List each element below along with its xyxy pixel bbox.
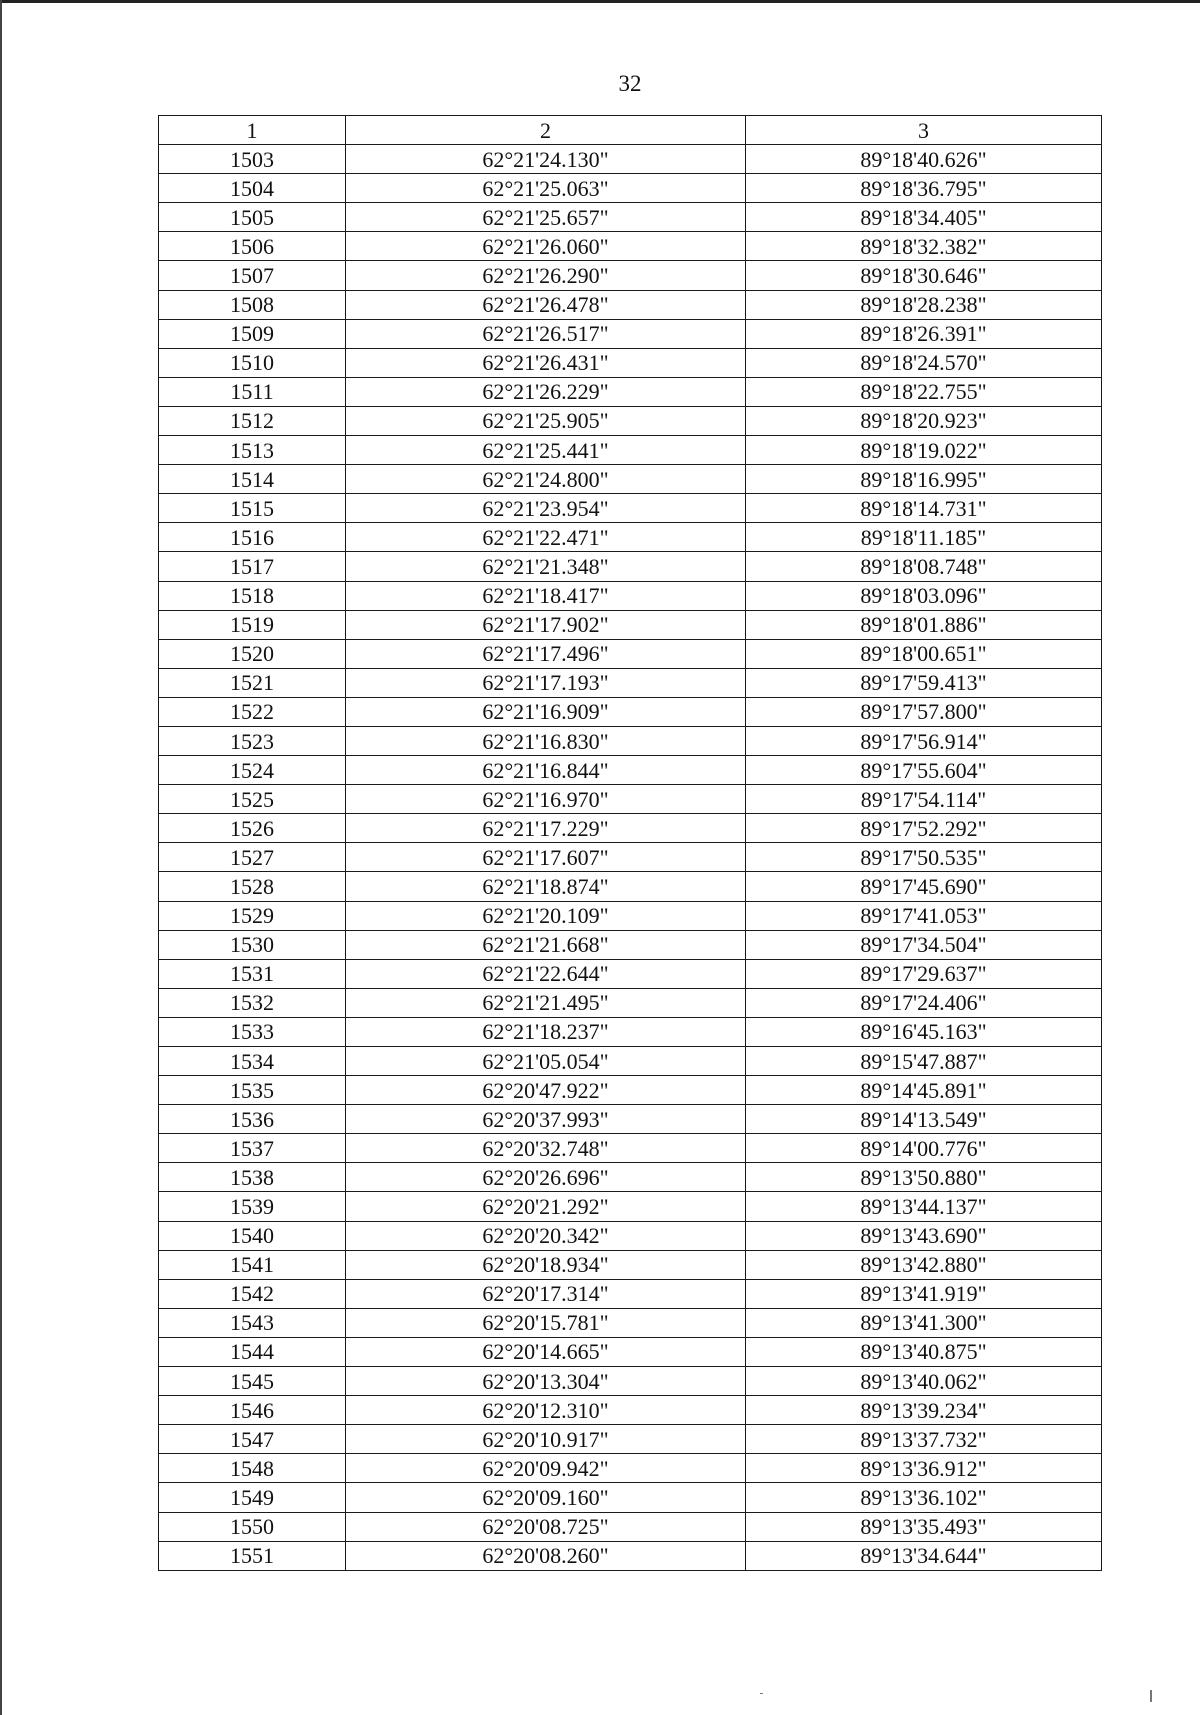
header-row <box>159 116 1102 145</box>
latitude-cell: 62°21'18.417" <box>346 581 746 610</box>
latitude-cell: 62°21'26.478" <box>346 290 746 319</box>
longitude-cell: 89°17'57.800" <box>746 697 1102 726</box>
latitude-cell: 62°21'20.109" <box>346 901 746 930</box>
point-number-cell: 1514 <box>159 465 346 494</box>
point-number-cell: 1548 <box>159 1454 346 1483</box>
latitude-cell: 62°21'26.431" <box>346 348 746 377</box>
longitude-cell: 89°13'34.644" <box>746 1541 1102 1570</box>
point-number-cell: 1550 <box>159 1512 346 1541</box>
point-number-cell: 1506 <box>159 232 346 261</box>
point-number-cell: 1536 <box>159 1105 346 1134</box>
point-number-cell: 1546 <box>159 1396 346 1425</box>
longitude-cell: 89°14'13.549" <box>746 1105 1102 1134</box>
scan-border-left <box>0 0 2 1715</box>
table-body <box>159 145 1102 1571</box>
longitude-cell: 89°13'39.234" <box>746 1396 1102 1425</box>
longitude-cell: 89°16'45.163" <box>746 1017 1102 1046</box>
latitude-cell: 62°20'32.748" <box>346 1134 746 1163</box>
point-number-cell: 1520 <box>159 639 346 668</box>
longitude-cell: 89°13'36.102" <box>746 1483 1102 1512</box>
table-row <box>159 552 1102 581</box>
longitude-cell: 89°17'55.604" <box>746 756 1102 785</box>
table-row <box>159 203 1102 232</box>
point-number-cell: 1522 <box>159 697 346 726</box>
table-row <box>159 406 1102 435</box>
longitude-cell: 89°17'29.637" <box>746 959 1102 988</box>
longitude-cell: 89°17'41.053" <box>746 901 1102 930</box>
latitude-cell: 62°21'25.905" <box>346 406 746 435</box>
longitude-cell: 89°17'54.114" <box>746 785 1102 814</box>
latitude-cell: 62°20'15.781" <box>346 1308 746 1337</box>
point-number-cell: 1541 <box>159 1250 346 1279</box>
point-number-cell: 1535 <box>159 1076 346 1105</box>
longitude-cell: 89°18'00.651" <box>746 639 1102 668</box>
table-row <box>159 1192 1102 1221</box>
table-row <box>159 610 1102 639</box>
longitude-cell: 89°18'08.748" <box>746 552 1102 581</box>
table-row <box>159 494 1102 523</box>
latitude-cell: 62°21'26.517" <box>346 319 746 348</box>
table-row <box>159 1512 1102 1541</box>
point-number-cell: 1532 <box>159 988 346 1017</box>
table-row <box>159 668 1102 697</box>
longitude-cell: 89°18'30.646" <box>746 261 1102 290</box>
longitude-cell: 89°13'41.919" <box>746 1279 1102 1308</box>
table-row <box>159 756 1102 785</box>
latitude-cell: 62°21'25.657" <box>346 203 746 232</box>
longitude-cell: 89°13'40.875" <box>746 1337 1102 1366</box>
table-row <box>159 901 1102 930</box>
table-row <box>159 785 1102 814</box>
point-number-cell: 1525 <box>159 785 346 814</box>
longitude-cell: 89°13'44.137" <box>746 1192 1102 1221</box>
latitude-cell: 62°21'21.668" <box>346 930 746 959</box>
point-number-cell: 1542 <box>159 1279 346 1308</box>
point-number-cell: 1531 <box>159 959 346 988</box>
point-number-cell: 1516 <box>159 523 346 552</box>
latitude-cell: 62°21'22.644" <box>346 959 746 988</box>
latitude-cell: 62°21'21.348" <box>346 552 746 581</box>
latitude-cell: 62°21'17.607" <box>346 843 746 872</box>
point-number-cell: 1517 <box>159 552 346 581</box>
latitude-cell: 62°20'08.725" <box>346 1512 746 1541</box>
longitude-cell: 89°18'03.096" <box>746 581 1102 610</box>
table-row <box>159 348 1102 377</box>
point-number-cell: 1539 <box>159 1192 346 1221</box>
table-row <box>159 465 1102 494</box>
latitude-cell: 62°20'17.314" <box>346 1279 746 1308</box>
longitude-cell: 89°15'47.887" <box>746 1047 1102 1076</box>
latitude-cell: 62°21'26.060" <box>346 232 746 261</box>
latitude-cell: 62°20'13.304" <box>346 1367 746 1396</box>
point-number-cell: 1549 <box>159 1483 346 1512</box>
point-number-cell: 1529 <box>159 901 346 930</box>
scan-speck <box>760 1693 763 1694</box>
table-row <box>159 145 1102 174</box>
latitude-cell: 62°21'16.970" <box>346 785 746 814</box>
table-row <box>159 1541 1102 1570</box>
latitude-cell: 62°20'21.292" <box>346 1192 746 1221</box>
latitude-cell: 62°21'05.054" <box>346 1047 746 1076</box>
table-row <box>159 261 1102 290</box>
longitude-cell: 89°13'50.880" <box>746 1163 1102 1192</box>
table-row <box>159 1221 1102 1250</box>
longitude-cell: 89°18'14.731" <box>746 494 1102 523</box>
table-row <box>159 1483 1102 1512</box>
latitude-cell: 62°21'24.130" <box>346 145 746 174</box>
latitude-cell: 62°21'16.830" <box>346 726 746 755</box>
longitude-cell: 89°14'00.776" <box>746 1134 1102 1163</box>
point-number-cell: 1521 <box>159 668 346 697</box>
table-row <box>159 930 1102 959</box>
latitude-cell: 62°20'09.160" <box>346 1483 746 1512</box>
point-number-cell: 1510 <box>159 348 346 377</box>
point-number-cell: 1511 <box>159 377 346 406</box>
longitude-cell: 89°14'45.891" <box>746 1076 1102 1105</box>
latitude-cell: 62°21'16.844" <box>346 756 746 785</box>
latitude-cell: 62°20'08.260" <box>346 1541 746 1570</box>
table-row <box>159 1047 1102 1076</box>
point-number-cell: 1526 <box>159 814 346 843</box>
point-number-cell: 1537 <box>159 1134 346 1163</box>
latitude-cell: 62°21'25.441" <box>346 436 746 465</box>
longitude-cell: 89°13'43.690" <box>746 1221 1102 1250</box>
page-number: 32 <box>618 71 642 96</box>
latitude-cell: 62°21'25.063" <box>346 174 746 203</box>
table-row <box>159 959 1102 988</box>
table-row <box>159 814 1102 843</box>
latitude-cell: 62°20'09.942" <box>346 1454 746 1483</box>
longitude-cell: 89°13'35.493" <box>746 1512 1102 1541</box>
point-number-cell: 1523 <box>159 726 346 755</box>
point-number-cell: 1538 <box>159 1163 346 1192</box>
table-row <box>159 581 1102 610</box>
table-row <box>159 726 1102 755</box>
table-row <box>159 232 1102 261</box>
longitude-cell: 89°18'26.391" <box>746 319 1102 348</box>
latitude-cell: 62°21'24.800" <box>346 465 746 494</box>
longitude-cell: 89°17'24.406" <box>746 988 1102 1017</box>
table-row <box>159 523 1102 552</box>
point-number-cell: 1504 <box>159 174 346 203</box>
latitude-cell: 62°21'16.909" <box>346 697 746 726</box>
latitude-cell: 62°21'26.229" <box>346 377 746 406</box>
longitude-cell: 89°18'34.405" <box>746 203 1102 232</box>
latitude-cell: 62°21'26.290" <box>346 261 746 290</box>
latitude-cell: 62°20'37.993" <box>346 1105 746 1134</box>
table-row <box>159 697 1102 726</box>
latitude-cell: 62°20'47.922" <box>346 1076 746 1105</box>
longitude-cell: 89°17'45.690" <box>746 872 1102 901</box>
table-row <box>159 377 1102 406</box>
latitude-cell: 62°21'17.229" <box>346 814 746 843</box>
longitude-cell: 89°18'11.185" <box>746 523 1102 552</box>
longitude-cell: 89°13'37.732" <box>746 1425 1102 1454</box>
point-number-cell: 1515 <box>159 494 346 523</box>
point-number-cell: 1544 <box>159 1337 346 1366</box>
point-number-cell: 1519 <box>159 610 346 639</box>
coordinates-table <box>158 115 1102 1571</box>
point-number-cell: 1512 <box>159 406 346 435</box>
table-row <box>159 872 1102 901</box>
longitude-cell: 89°18'40.626" <box>746 145 1102 174</box>
longitude-cell: 89°18'16.995" <box>746 465 1102 494</box>
table-row <box>159 1076 1102 1105</box>
latitude-cell: 62°20'10.917" <box>346 1425 746 1454</box>
longitude-cell: 89°13'42.880" <box>746 1250 1102 1279</box>
table-row <box>159 843 1102 872</box>
point-number-cell: 1540 <box>159 1221 346 1250</box>
table-row <box>159 1425 1102 1454</box>
latitude-cell: 62°21'18.874" <box>346 872 746 901</box>
table-header <box>159 116 1102 145</box>
latitude-cell: 62°21'17.496" <box>346 639 746 668</box>
point-number-cell: 1507 <box>159 261 346 290</box>
table-row <box>159 1396 1102 1425</box>
table-row <box>159 436 1102 465</box>
longitude-cell: 89°18'22.755" <box>746 377 1102 406</box>
latitude-cell: 62°20'20.342" <box>346 1221 746 1250</box>
longitude-cell: 89°18'36.795" <box>746 174 1102 203</box>
point-number-cell: 1533 <box>159 1017 346 1046</box>
table-row <box>159 319 1102 348</box>
table-row <box>159 1134 1102 1163</box>
table-row <box>159 1279 1102 1308</box>
latitude-cell: 62°21'21.495" <box>346 988 746 1017</box>
latitude-cell: 62°21'17.193" <box>346 668 746 697</box>
longitude-cell: 89°17'56.914" <box>746 726 1102 755</box>
longitude-cell: 89°13'36.912" <box>746 1454 1102 1483</box>
longitude-cell: 89°17'34.504" <box>746 930 1102 959</box>
point-number-cell: 1551 <box>159 1541 346 1570</box>
point-number-cell: 1513 <box>159 436 346 465</box>
table-row <box>159 1105 1102 1134</box>
point-number-cell: 1524 <box>159 756 346 785</box>
point-number-cell: 1534 <box>159 1047 346 1076</box>
point-number-cell: 1543 <box>159 1308 346 1337</box>
scan-speck <box>1150 1690 1152 1702</box>
table-row <box>159 174 1102 203</box>
longitude-cell: 89°17'59.413" <box>746 668 1102 697</box>
header-cell-latitude: 2 <box>346 116 746 145</box>
longitude-cell: 89°18'20.923" <box>746 406 1102 435</box>
longitude-cell: 89°13'41.300" <box>746 1308 1102 1337</box>
latitude-cell: 62°20'18.934" <box>346 1250 746 1279</box>
table-row <box>159 1337 1102 1366</box>
point-number-cell: 1527 <box>159 843 346 872</box>
longitude-cell: 89°18'01.886" <box>746 610 1102 639</box>
latitude-cell: 62°20'26.696" <box>346 1163 746 1192</box>
latitude-cell: 62°20'14.665" <box>346 1337 746 1366</box>
header-cell-point-number: 1 <box>159 116 346 145</box>
longitude-cell: 89°17'52.292" <box>746 814 1102 843</box>
longitude-cell: 89°18'24.570" <box>746 348 1102 377</box>
latitude-cell: 62°21'18.237" <box>346 1017 746 1046</box>
header-cell-longitude: 3 <box>746 116 1102 145</box>
point-number-cell: 1518 <box>159 581 346 610</box>
longitude-cell: 89°17'50.535" <box>746 843 1102 872</box>
latitude-cell: 62°21'23.954" <box>346 494 746 523</box>
point-number-cell: 1509 <box>159 319 346 348</box>
longitude-cell: 89°18'32.382" <box>746 232 1102 261</box>
table-row <box>159 1308 1102 1337</box>
table-row <box>159 1367 1102 1396</box>
table-row <box>159 988 1102 1017</box>
table-row <box>159 1163 1102 1192</box>
point-number-cell: 1547 <box>159 1425 346 1454</box>
table-row <box>159 1454 1102 1483</box>
longitude-cell: 89°13'40.062" <box>746 1367 1102 1396</box>
point-number-cell: 1503 <box>159 145 346 174</box>
table-row <box>159 1250 1102 1279</box>
table-row <box>159 290 1102 319</box>
point-number-cell: 1545 <box>159 1367 346 1396</box>
point-number-cell: 1505 <box>159 203 346 232</box>
point-number-cell: 1508 <box>159 290 346 319</box>
table-row <box>159 639 1102 668</box>
latitude-cell: 62°20'12.310" <box>346 1396 746 1425</box>
latitude-cell: 62°21'22.471" <box>346 523 746 552</box>
scan-border-top <box>0 0 1200 3</box>
table-row <box>159 1017 1102 1046</box>
point-number-cell: 1528 <box>159 872 346 901</box>
latitude-cell: 62°21'17.902" <box>346 610 746 639</box>
point-number-cell: 1530 <box>159 930 346 959</box>
longitude-cell: 89°18'19.022" <box>746 436 1102 465</box>
longitude-cell: 89°18'28.238" <box>746 290 1102 319</box>
